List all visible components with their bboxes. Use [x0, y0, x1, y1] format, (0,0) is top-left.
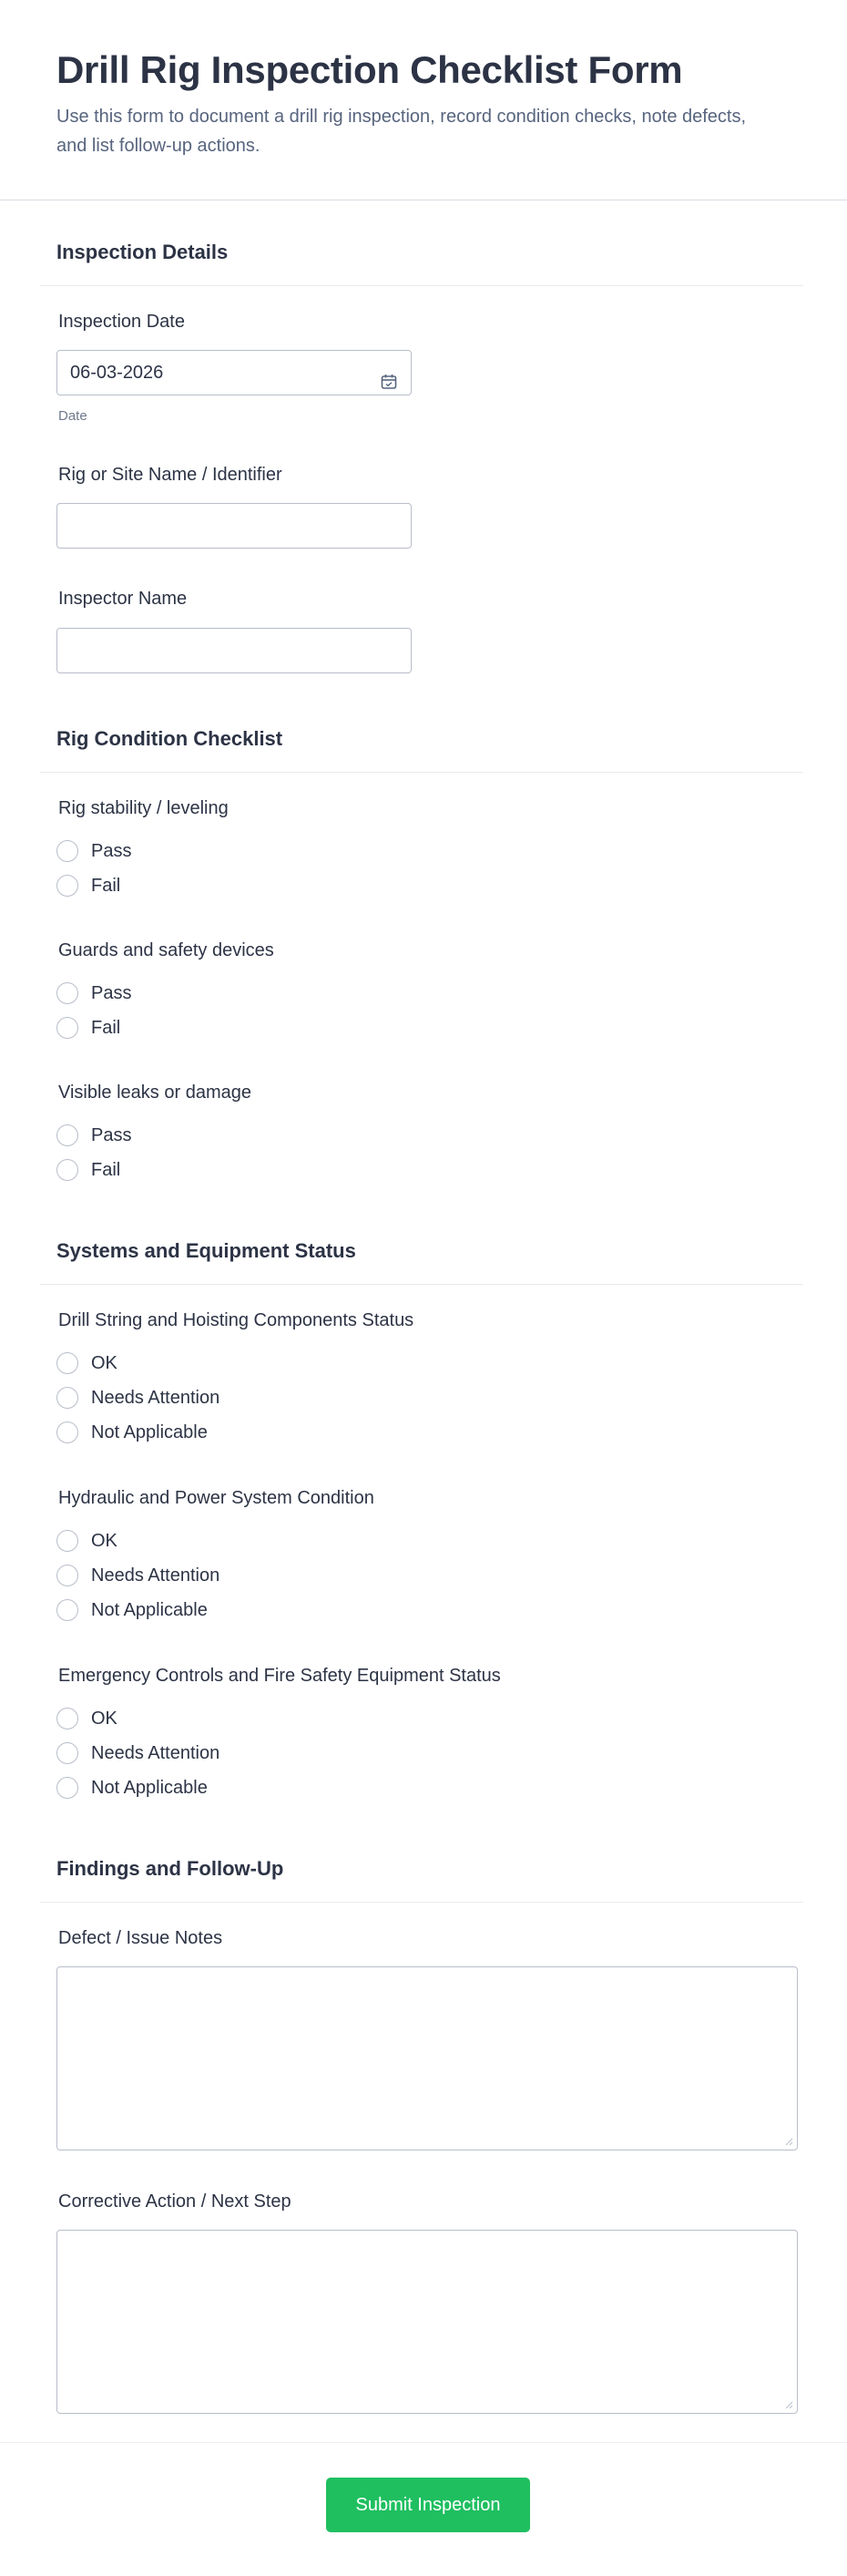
radio-label: Fail: [91, 1159, 121, 1180]
rig-site-label: Rig or Site Name / Identifier: [58, 465, 282, 485]
leaks-damage-option-fail[interactable]: [56, 1157, 120, 1183]
defect-notes-textarea[interactable]: [56, 1966, 798, 2150]
form-subtitle: Use this form to document a drill rig inspection, record condition checks, note defects, and list follow-up actions.: [56, 107, 747, 156]
drill-string-option-not-applicable[interactable]: [56, 1420, 208, 1445]
radio-button[interactable]: [56, 1017, 78, 1039]
radio-label: Not Applicable: [91, 1599, 208, 1620]
rig-stability-label: Rig stability / leveling: [58, 798, 229, 818]
emergency-controls-option-not-applicable[interactable]: [56, 1775, 208, 1801]
radio-label: Needs Attention: [91, 1742, 220, 1763]
section-title: Inspection Details: [56, 241, 229, 263]
radio-label: Pass: [91, 1124, 132, 1145]
radio-button[interactable]: [56, 1565, 78, 1586]
section-header-rig-condition: [40, 720, 803, 773]
radio-label: OK: [91, 1530, 117, 1551]
inspector-name-label: Inspector Name: [58, 589, 188, 609]
drill-string-option-needs-attention[interactable]: [56, 1385, 219, 1411]
defect-notes-label: Defect / Issue Notes: [58, 1928, 223, 1948]
drill-string-option-ok[interactable]: [56, 1350, 117, 1376]
inspection-date-input[interactable]: [56, 350, 412, 395]
guards-safety-option-fail[interactable]: [56, 1015, 120, 1041]
inspection-date-value: 06-03-2026: [70, 363, 164, 383]
hydraulic-power-label: Hydraulic and Power System Condition: [58, 1488, 374, 1508]
rig-stability-option-pass[interactable]: [56, 838, 131, 864]
section-title: Findings and Follow-Up: [56, 1857, 284, 1880]
radio-label: OK: [91, 1708, 117, 1729]
form-footer: [0, 2442, 847, 2576]
emergency-controls-option-ok[interactable]: [56, 1706, 117, 1731]
corrective-action-textarea[interactable]: [56, 2230, 798, 2414]
inspection-date-label: Inspection Date: [58, 312, 185, 332]
radio-label: Needs Attention: [91, 1387, 220, 1408]
form-header: [0, 0, 847, 200]
radio-button[interactable]: [56, 1421, 78, 1443]
section-title: Systems and Equipment Status: [56, 1239, 356, 1262]
date-sublabel: Date: [58, 408, 87, 424]
hydraulic-power-option-not-applicable[interactable]: [56, 1597, 208, 1623]
radio-label: OK: [91, 1352, 117, 1373]
radio-label: Not Applicable: [91, 1777, 208, 1798]
radio-label: Pass: [91, 840, 132, 861]
radio-button[interactable]: [56, 1599, 78, 1621]
emergency-controls-label: Emergency Controls and Fire Safety Equipment Status: [58, 1666, 501, 1686]
leaks-damage-label: Visible leaks or damage: [58, 1083, 251, 1103]
radio-button[interactable]: [56, 1159, 78, 1181]
rig-site-input[interactable]: [56, 503, 412, 549]
resize-grip-icon[interactable]: [784, 2137, 793, 2146]
section-header-inspection-details: [40, 233, 803, 286]
radio-label: Not Applicable: [91, 1421, 208, 1442]
radio-button[interactable]: [56, 1352, 78, 1374]
radio-button[interactable]: [56, 840, 78, 862]
radio-button[interactable]: [56, 1124, 78, 1146]
radio-label: Pass: [91, 982, 132, 1003]
section-header-systems-equipment: [40, 1232, 803, 1285]
radio-button[interactable]: [56, 1742, 78, 1764]
calendar-icon[interactable]: [380, 364, 398, 382]
section-header-findings: [40, 1850, 803, 1903]
resize-grip-icon[interactable]: [784, 2400, 793, 2409]
section-title: Rig Condition Checklist: [56, 727, 283, 750]
guards-safety-label: Guards and safety devices: [58, 940, 274, 960]
radio-button[interactable]: [56, 1530, 78, 1552]
emergency-controls-option-needs-attention[interactable]: [56, 1740, 219, 1766]
radio-label: Fail: [91, 1017, 121, 1038]
radio-label: Fail: [91, 875, 121, 896]
radio-button[interactable]: [56, 1777, 78, 1799]
radio-label: Needs Attention: [91, 1565, 220, 1586]
hydraulic-power-option-ok[interactable]: [56, 1528, 117, 1554]
drill-string-label: Drill String and Hoisting Components Status: [58, 1310, 414, 1330]
form-title: Drill Rig Inspection Checklist Form: [56, 48, 683, 91]
radio-button[interactable]: [56, 875, 78, 897]
radio-button[interactable]: [56, 982, 78, 1004]
leaks-damage-option-pass[interactable]: [56, 1123, 131, 1148]
rig-stability-option-fail[interactable]: [56, 873, 120, 898]
hydraulic-power-option-needs-attention[interactable]: [56, 1563, 219, 1588]
submit-inspection-button[interactable]: Submit Inspection: [326, 2478, 530, 2532]
radio-button[interactable]: [56, 1387, 78, 1409]
guards-safety-option-pass[interactable]: [56, 980, 131, 1006]
corrective-action-label: Corrective Action / Next Step: [58, 2191, 291, 2212]
radio-button[interactable]: [56, 1708, 78, 1729]
inspector-name-input[interactable]: [56, 628, 412, 673]
